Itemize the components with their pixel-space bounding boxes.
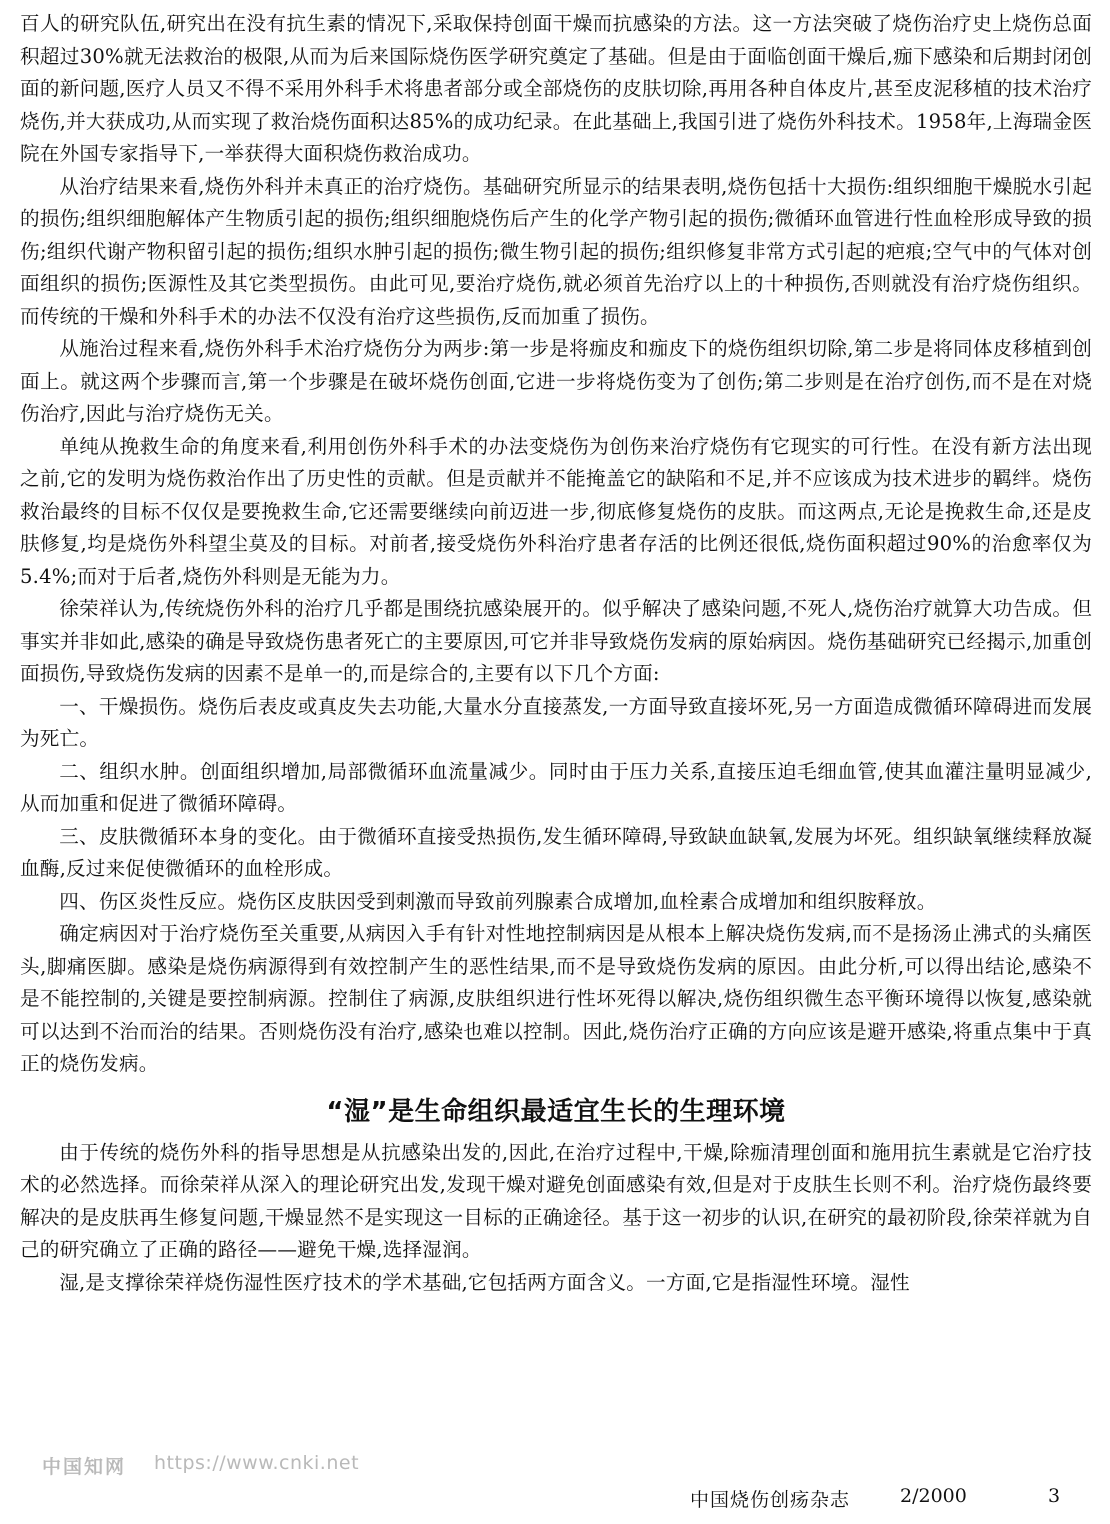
cnki-url-text: https://www.cnki.net xyxy=(154,1452,360,1474)
body-paragraph-9: 四、伤区炎性反应。烧伤区皮肤因受到刺激而导致前列腺素合成增加,血栓素合成增加和组织胺释放。 xyxy=(59,889,937,913)
journal-issue: 2/2000 xyxy=(900,1485,967,1507)
body-paragraph-3: 从施治过程来看,烧伤外科手术治疗烧伤分为两步:第一步是将痂皮和痂皮下的烧伤组织切除,第二步是将同体皮移植到创面上。就这两个步骤而言,第一个步骤是在破坏烧伤创面,它进一步将烧伤变为了创伤;第二步则是在治疗创伤,而不是在对烧伤治疗,因此与治疗烧伤无关。 xyxy=(20,337,1092,425)
section-heading: “湿”是生命组织最适宜生长的生理环境 xyxy=(326,1096,786,1127)
section-paragraph-2: 湿,是支撑徐荣祥烧伤湿性医疗技术的学术基础,它包括两方面含义。一方面,它是指湿性环境。湿性 xyxy=(59,1270,910,1294)
body-paragraph-2: 从治疗结果来看,烧伤外科并未真正的治疗烧伤。基础研究所显示的结果表明,烧伤包括十大损伤:组织细胞干燥脱水引起的损伤;组织细胞解体产生物质引起的损伤;组织细胞烧伤后产生的化学产物引起的损伤;微循环血管进行性血栓形成导致的损伤;组织代谢产物积留引起的损伤;组织水肿引起的损伤;微生物引起的损伤;组织修复非常方式引起的疤痕;空气中的气体对创面组织的损伤;医源性及其它类型损伤。由此可见,要治疗烧伤,就必须首先治疗以上的十种损伤,否则就没有治疗烧伤组织。而传统的干燥和外科手术的办法不仅没有治疗这些损伤,反而加重了损伤。 xyxy=(20,174,1092,328)
body-paragraph-10: 确定病因对于治疗烧伤至关重要,从病因入手有针对性地控制病因是从根本上解决烧伤发病,而不是扬汤止沸式的头痛医头,脚痛医脚。感染是烧伤病源得到有效控制产生的恶性结果,而不是导致烧伤发病的原因。由此分析,可以得出结论,感染不是不能控制的,关键是要控制病源。控制住了病源,皮肤组织进行性坏死得以解决,烧伤组织微生态平衡环境得以恢复,感染就可以达到不治而治的结果。否则烧伤没有治疗,感染也难以控制。因此,烧伤治疗正确的方向应该是避开感染,将重点集中于真正的烧伤发病。 xyxy=(20,922,1092,1075)
body-paragraph-5: 徐荣祥认为,传统烧伤外科的治疗几乎都是围绕抗感染展开的。似乎解决了感染问题,不死人,烧伤治疗就算大功告成。但事实并非如此,感染的确是导致烧伤患者死亡的主要原因,可它并非导致烧伤发病的原始病因。烧伤基础研究已经揭示,加重创面损伤,导致烧伤发病的因素不是单一的,而是综合的,主要有以下几个方面: xyxy=(20,597,1092,685)
journal-name: 中国烧伤创疡杂志 xyxy=(690,1489,851,1511)
page-number: 3 xyxy=(1048,1485,1061,1507)
cnki-watermark xyxy=(42,1452,359,1479)
body-paragraph-6: 一、干燥损伤。烧伤后表皮或真皮失去功能,大量水分直接蒸发,一方面导致直接坏死,另一方面造成微循环障碍进而发展为死亡。 xyxy=(20,694,1092,750)
body-paragraph-1: 百人的研究队伍,研究出在没有抗生素的情况下,采取保持创面干燥而抗感染的方法。这一方法突破了烧伤治疗史上烧伤总面积超过30%就无法救治的极限,从而为后来国际烧伤医学研究奠定了基础。但是由于面临创面干燥后,痂下感染和后期封闭创面的新问题,医疗人员又不得不采用外科手术将患者部分或全部烧伤的皮肤切除,再用各种自体皮片,甚至皮泥移植的技术治疗烧伤,并大获成功,从而实现了救治烧伤面积达85%的成功纪录。在此基础上,我国引进了烧伤外科技术。1958年,上海瑞金医院在外国专家指导下,一举获得大面积烧伤救治成功。 xyxy=(20,12,1092,165)
body-paragraph-8: 三、皮肤微循环本身的变化。由于微循环直接受热损伤,发生循环障碍,导致缺血缺氧,发展为坏死。组织缺氧继续释放凝血酶,反过来促使微循环的血栓形成。 xyxy=(20,824,1092,880)
cnki-logo-text: 中国知网 xyxy=(42,1456,127,1478)
article-page xyxy=(20,8,1092,1299)
body-paragraph-4: 单纯从挽救生命的角度来看,利用创伤外科手术的办法变烧伤为创伤来治疗烧伤有它现实的可行性。在没有新方法出现之前,它的发明为烧伤救治作出了历史性的贡献。但是贡献并不能掩盖它的缺陷和不足,并不应该成为技术进步的羁绊。烧伤救治最终的目标不仅仅是要挽救生命,它还需要继续向前迈进一步,彻底修复烧伤的皮肤。而这两点,无论是挽救生命,还是皮肤修复,均是烧伤外科望尘莫及的目标。对前者,接受烧伤外科治疗患者存活的比例还很低,烧伤面积超过90%的治愈率仅为5.4%;而对于后者,烧伤外科则是无能为力。 xyxy=(20,434,1092,588)
section-paragraph-1: 由于传统的烧伤外科的指导思想是从抗感染出发的,因此,在治疗过程中,干燥,除痂清理创面和施用抗生素就是它治疗技术的必然选择。而徐荣祥从深入的理论研究出发,发现干燥对避免创面感染有效,但是对于皮肤生长则不利。治疗烧伤最终要解决的是皮肤再生修复问题,干燥显然不是实现这一目标的正确途径。基于这一初步的认识,在研究的最初阶段,徐荣祥就为自己的研究确立了正确的路径——避免干燥,选择湿润。 xyxy=(20,1140,1092,1261)
body-paragraph-7: 二、组织水肿。创面组织增加,局部微循环血流量减少。同时由于压力关系,直接压迫毛细血管,使其血灌注量明显减少,从而加重和促进了微循环障碍。 xyxy=(20,759,1092,815)
